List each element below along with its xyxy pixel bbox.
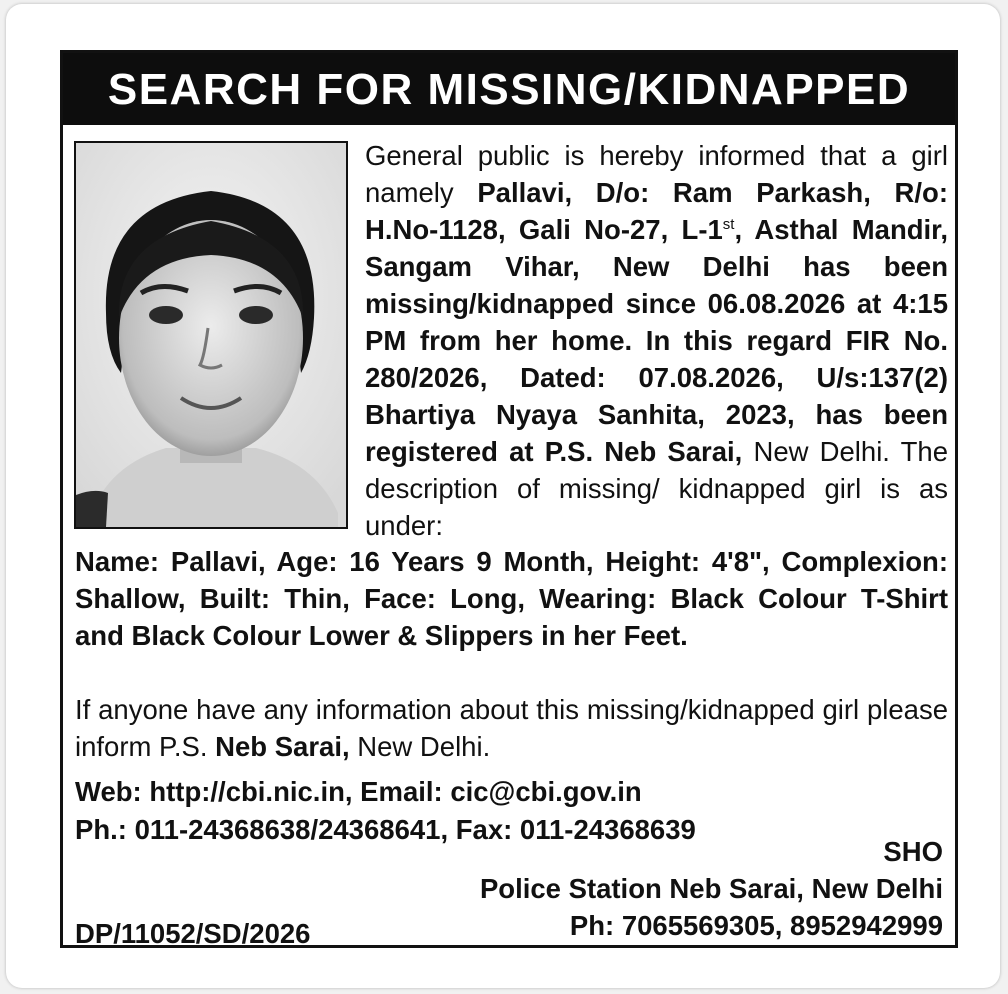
phone-fax-line: Ph.: 011-24368638/24368641, Fax: 011-24368639 [75, 814, 696, 845]
intro-paragraph [365, 137, 948, 544]
reference-number: DP/11052/SD/2026 [75, 918, 311, 949]
intro-text: General public is hereby informed that a girl namely [365, 140, 948, 208]
signatory-station: Police Station Neb Sarai, New Delhi [479, 873, 943, 904]
appeal-paragraph [75, 691, 948, 765]
ordinal-suffix: st [722, 215, 735, 233]
person-details: Pallavi, D/o: Ram Parkash, R/o: H.No-1128, Gali No-27, L-1 [365, 177, 948, 245]
notice-title: SEARCH FOR MISSING/KIDNAPPED [63, 53, 955, 125]
page-card [6, 4, 1000, 988]
intro-closing-text: New Delhi. The description of missing/ kidnapped girl is as under: [365, 436, 948, 541]
description-paragraph: Name: Pallavi, Age: 16 Years 9 Month, Height: 4'8", Complexion: Shallow, Built: Thin, Face: Long, Wearing: Black Colour T-Shirt and Black Colour Lower & Slippers in her Feet. [75, 546, 948, 651]
signature-block [480, 833, 943, 944]
appeal-station: Neb Sarai, [215, 731, 350, 762]
signatory-title: SHO [883, 836, 943, 867]
web-email-line: Web: http://cbi.nic.in, Email: cic@cbi.gov.in [75, 776, 642, 807]
missing-girl-photo [74, 141, 348, 529]
appeal-tail: New Delhi. [349, 731, 491, 762]
signatory-phone: Ph: 7065569305, 8952942999 [569, 910, 943, 941]
portrait-icon [76, 143, 346, 527]
missing-person-notice [60, 50, 958, 948]
appeal-text: If anyone have any information about this missing/kidnapped girl please inform P.S. [75, 694, 948, 762]
case-details: , Asthal Mandir, Sangam Vihar, New Delhi has been missing/kidnapped since 06.08.2026 at 4:15 PM from her home. In this regard FIR No. 280/2026, Dated: 07.08.2026, U/s:137(2) Bhartiya Nyaya Sanhita, 2023, has been registered at P.S. Neb Sarai, [365, 214, 949, 467]
